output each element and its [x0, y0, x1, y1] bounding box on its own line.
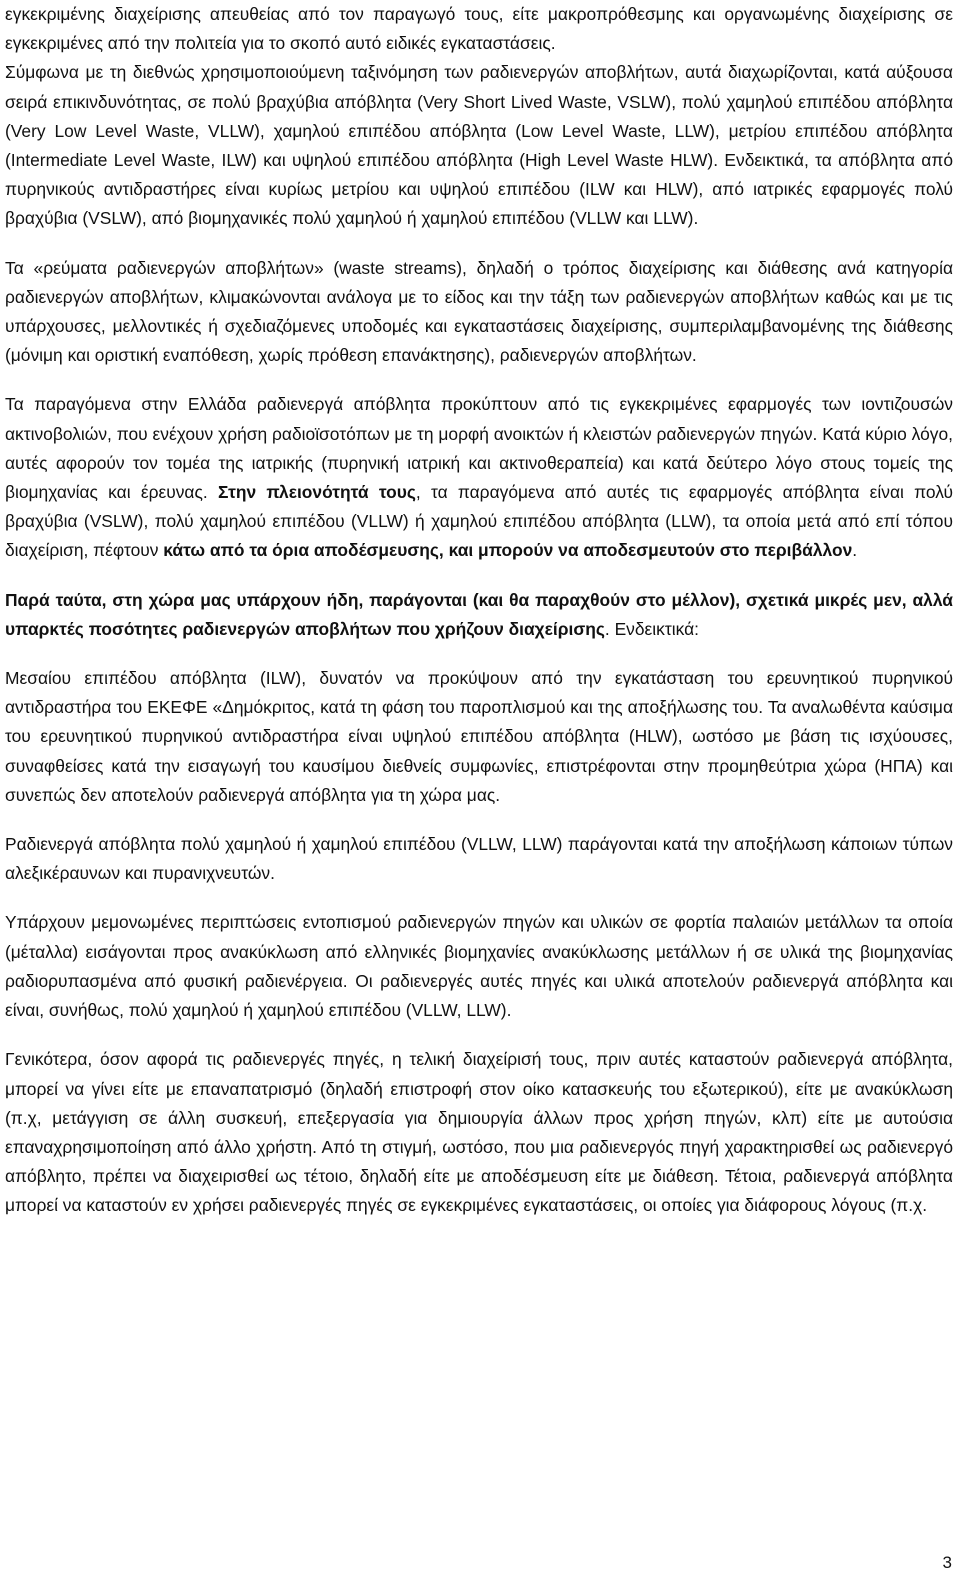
paragraph-continuation — [5, 0, 953, 58]
text-segment: Μεσαίου επιπέδου απόβλητα (ILW), δυνατόν να προκύψουν από την εγκατάσταση του ερευνητικού πυρηνικού αντιδραστήρα του ΕΚΕΦΕ «Δημόκριτος, κατά τη φάση του παροπλισμού και της αποξήλωσης του. Τα αναλωθέντα καύσιμα του ερευνητικού πυρηνικού αντιδραστήρα είναι υψηλού επιπέδου απόβλητα (HLW), ωστόσο με βάση τις ισχύουσες, συναφθείσες κατά την εισαγωγή του καυσίμου διεθνείς συμφωνίες, επιστρέφονται στην προμηθεύτρια χώρα (ΗΠΑ) και συνεπώς δεν αποτελούν ραδιενεργά απόβλητα για τη χώρα μας. — [5, 668, 953, 805]
paragraph-source-management — [5, 1045, 953, 1220]
text-segment: . — [852, 540, 858, 561]
text-segment: , τα παραγόμενα από αυτές τις εφαρμογές απόβλητα είναι πολύ βραχύβια (VSLW), πολύ χαμηλού επιπέδου (VLLW) ή χαμηλού επιπέδου απόβλητα (LLW), τα οποία μετά από επί τόπου διαχείριση, πέφτουν — [5, 482, 953, 561]
paragraph-waste-classification — [5, 58, 953, 233]
paragraph-waste-streams — [5, 254, 953, 371]
text-segment: Ραδιενεργά απόβλητα πολύ χαμηλού ή χαμηλού επιπέδου (VLLW, LLW) παράγονται κατά την αποξήλωση κάποιων τύπων αλεξικέραυνων και πυρανιχνευτών. — [5, 834, 953, 884]
text-segment: Τα «ρεύματα ραδιενεργών αποβλήτων» (waste streams), δηλαδή ο τρόπος διαχείρισης και διάθεσης ανά κατηγορία ραδιενεργών αποβλήτων, κλιμακώνονται ανάλογα με το είδος και την τάξη των ραδιενεργών αποβλήτων καθώς και με τις υπάρχουσες, μελλοντικές ή σχεδιαζόμενες υποδομές και εγκαταστάσεις διαχείρισης, συμπεριλαμβανομένης της διάθεσης (μόνιμη και οριστική εναπόθεση, χωρίς πρόθεση επανάκτησης), ραδιενεργών αποβλήτων. — [5, 257, 953, 366]
bold-text-segment: κάτω από τα όρια αποδέσμευσης, και μπορούν να αποδεσμευτούν στο περιβάλλον — [163, 540, 853, 561]
text-segment: . Ενδεικτικά: — [604, 618, 699, 639]
paragraph-greek-waste-origin — [5, 390, 953, 565]
paragraph-scrap-metal — [5, 908, 953, 1025]
text-segment: Σύμφωνα με τη διεθνώς χρησιμοποιούμενη ταξινόμηση των ραδιενεργών αποβλήτων, αυτά διαχωρίζονται, κατά αύξουσα σειρά επικινδυνότητας, σε πολύ βραχύβια απόβλητα (Very Short Lived Waste, VSLW), πολύ χαμηλού επιπέδου απόβλητα (Very Low Level Waste, VLLW), χαμηλού επιπέδου απόβλητα (Low Level Waste, LLW), μετρίου επιπέδου απόβλητα (Intermediate Level Waste, ILW) και υψηλού επιπέδου απόβλητα (High Level Waste HLW). Ενδεικτικά, τα απόβλητα από πυρηνικούς αντιδραστήρες είναι κυρίως μετρίου και υψηλού επιπέδου (ILW και HLW), από ιατρικές εφαρμογές πολύ βραχύβια (VSLW), από βιομηχανικές πολύ χαμηλού ή χαμηλού επιπέδου (VLLW και LLW). — [5, 62, 953, 229]
bold-text-segment: Στην πλειονότητά τους — [217, 482, 416, 503]
paragraph-lightning-rods — [5, 830, 953, 888]
text-segment: Γενικότερα, όσον αφορά τις ραδιενεργές πηγές, η τελική διαχείρισή τους, πριν αυτές καταστούν ραδιενεργά απόβλητα, μπορεί να γίνει είτε με επαναπατρισμό (δηλαδή επιστροφή στον οίκο κατασκευής του εξωτερικού), είτε με ανακύκλωση (π.χ, μετάγγιση σε άλλη συσκευή, επεξεργασία για δημιουργία άλλων προς χρήση πηγών, κλπ) είτε με αυτούσια επαναχρησιμοποίηση από άλλο χρήστη. Από τη στιγμή, ωστόσο, που μια ραδιενεργός πηγή χαρακτηρισθεί ως ραδιενεργό απόβλητο, πρέπει να διαχειρισθεί ως τέτοιο, δηλαδή είτε με αποδέσμευση είτε με διάθεση. Τέτοια, ραδιενεργά απόβλητα μπορεί να καταστούν εν χρήσει ραδιενεργές πηγές σε εγκεκριμένες εγκαταστάσεις, οι οποίες για διάφορους λόγους (π.χ. — [5, 1049, 953, 1216]
paragraph-ilw-reactor — [5, 664, 953, 810]
document-body — [5, 0, 953, 1221]
text-segment: εγκεκριμένης διαχείρισης απευθείας από τον παραγωγό τους, είτε μακροπρόθεσμης και οργανωμένης διαχείρισης σε εγκεκριμένες από την πολιτεία για το σκοπό αυτό ειδικές εγκαταστάσεις. — [5, 4, 953, 54]
text-segment: Τα παραγόμενα στην Ελλάδα ραδιενεργά απόβλητα προκύπτουν από τις εγκεκριμένες εφαρμογές των ιοντιζουσών ακτινοβολιών, που ενέχουν χρήση ραδιοϊσοτόπων με τη μορφή ανοικτών ή κλειστών ραδιενεργών πηγών. Κατά κύριο λόγο, αυτές αφορούν τον τομέα της ιατρικής (πυρηνική ιατρική και ακτινοθεραπεία) και κατά δεύτερο λόγο στους τομείς της βιομηχανίας και έρευνας. — [5, 394, 953, 503]
page-number: 3 — [942, 1553, 952, 1572]
bold-text-segment: Παρά ταύτα, στη χώρα μας υπάρχουν ήδη, παράγονται (και θα παραχθούν στο μέλλον), σχετικά μικρές μεν, αλλά υπαρκτές ποσότητες ραδιενεργών αποβλήτων που χρήζουν διαχείρισης — [5, 589, 953, 639]
text-segment: Υπάρχουν μεμονωμένες περιπτώσεις εντοπισμού ραδιενεργών πηγών και υλικών σε φορτία παλαιών μετάλλων τα οποία (μέταλλα) εισάγονται προς ανακύκλωση από ελληνικές βιομηχανίες ανακύκλωσης μετάλλων ή σε υλικά της βιομηχανίας ραδιορυπασμένα από φυσική ραδιενέργεια. Οι ραδιενεργές αυτές πηγές και υλικά αποτελούν ραδιενεργά απόβλητα και είναι, συνήθως, πολύ χαμηλού ή χαμηλού επιπέδου (VLLW, LLW). — [5, 912, 953, 1021]
paragraph-existing-quantities — [5, 586, 953, 644]
